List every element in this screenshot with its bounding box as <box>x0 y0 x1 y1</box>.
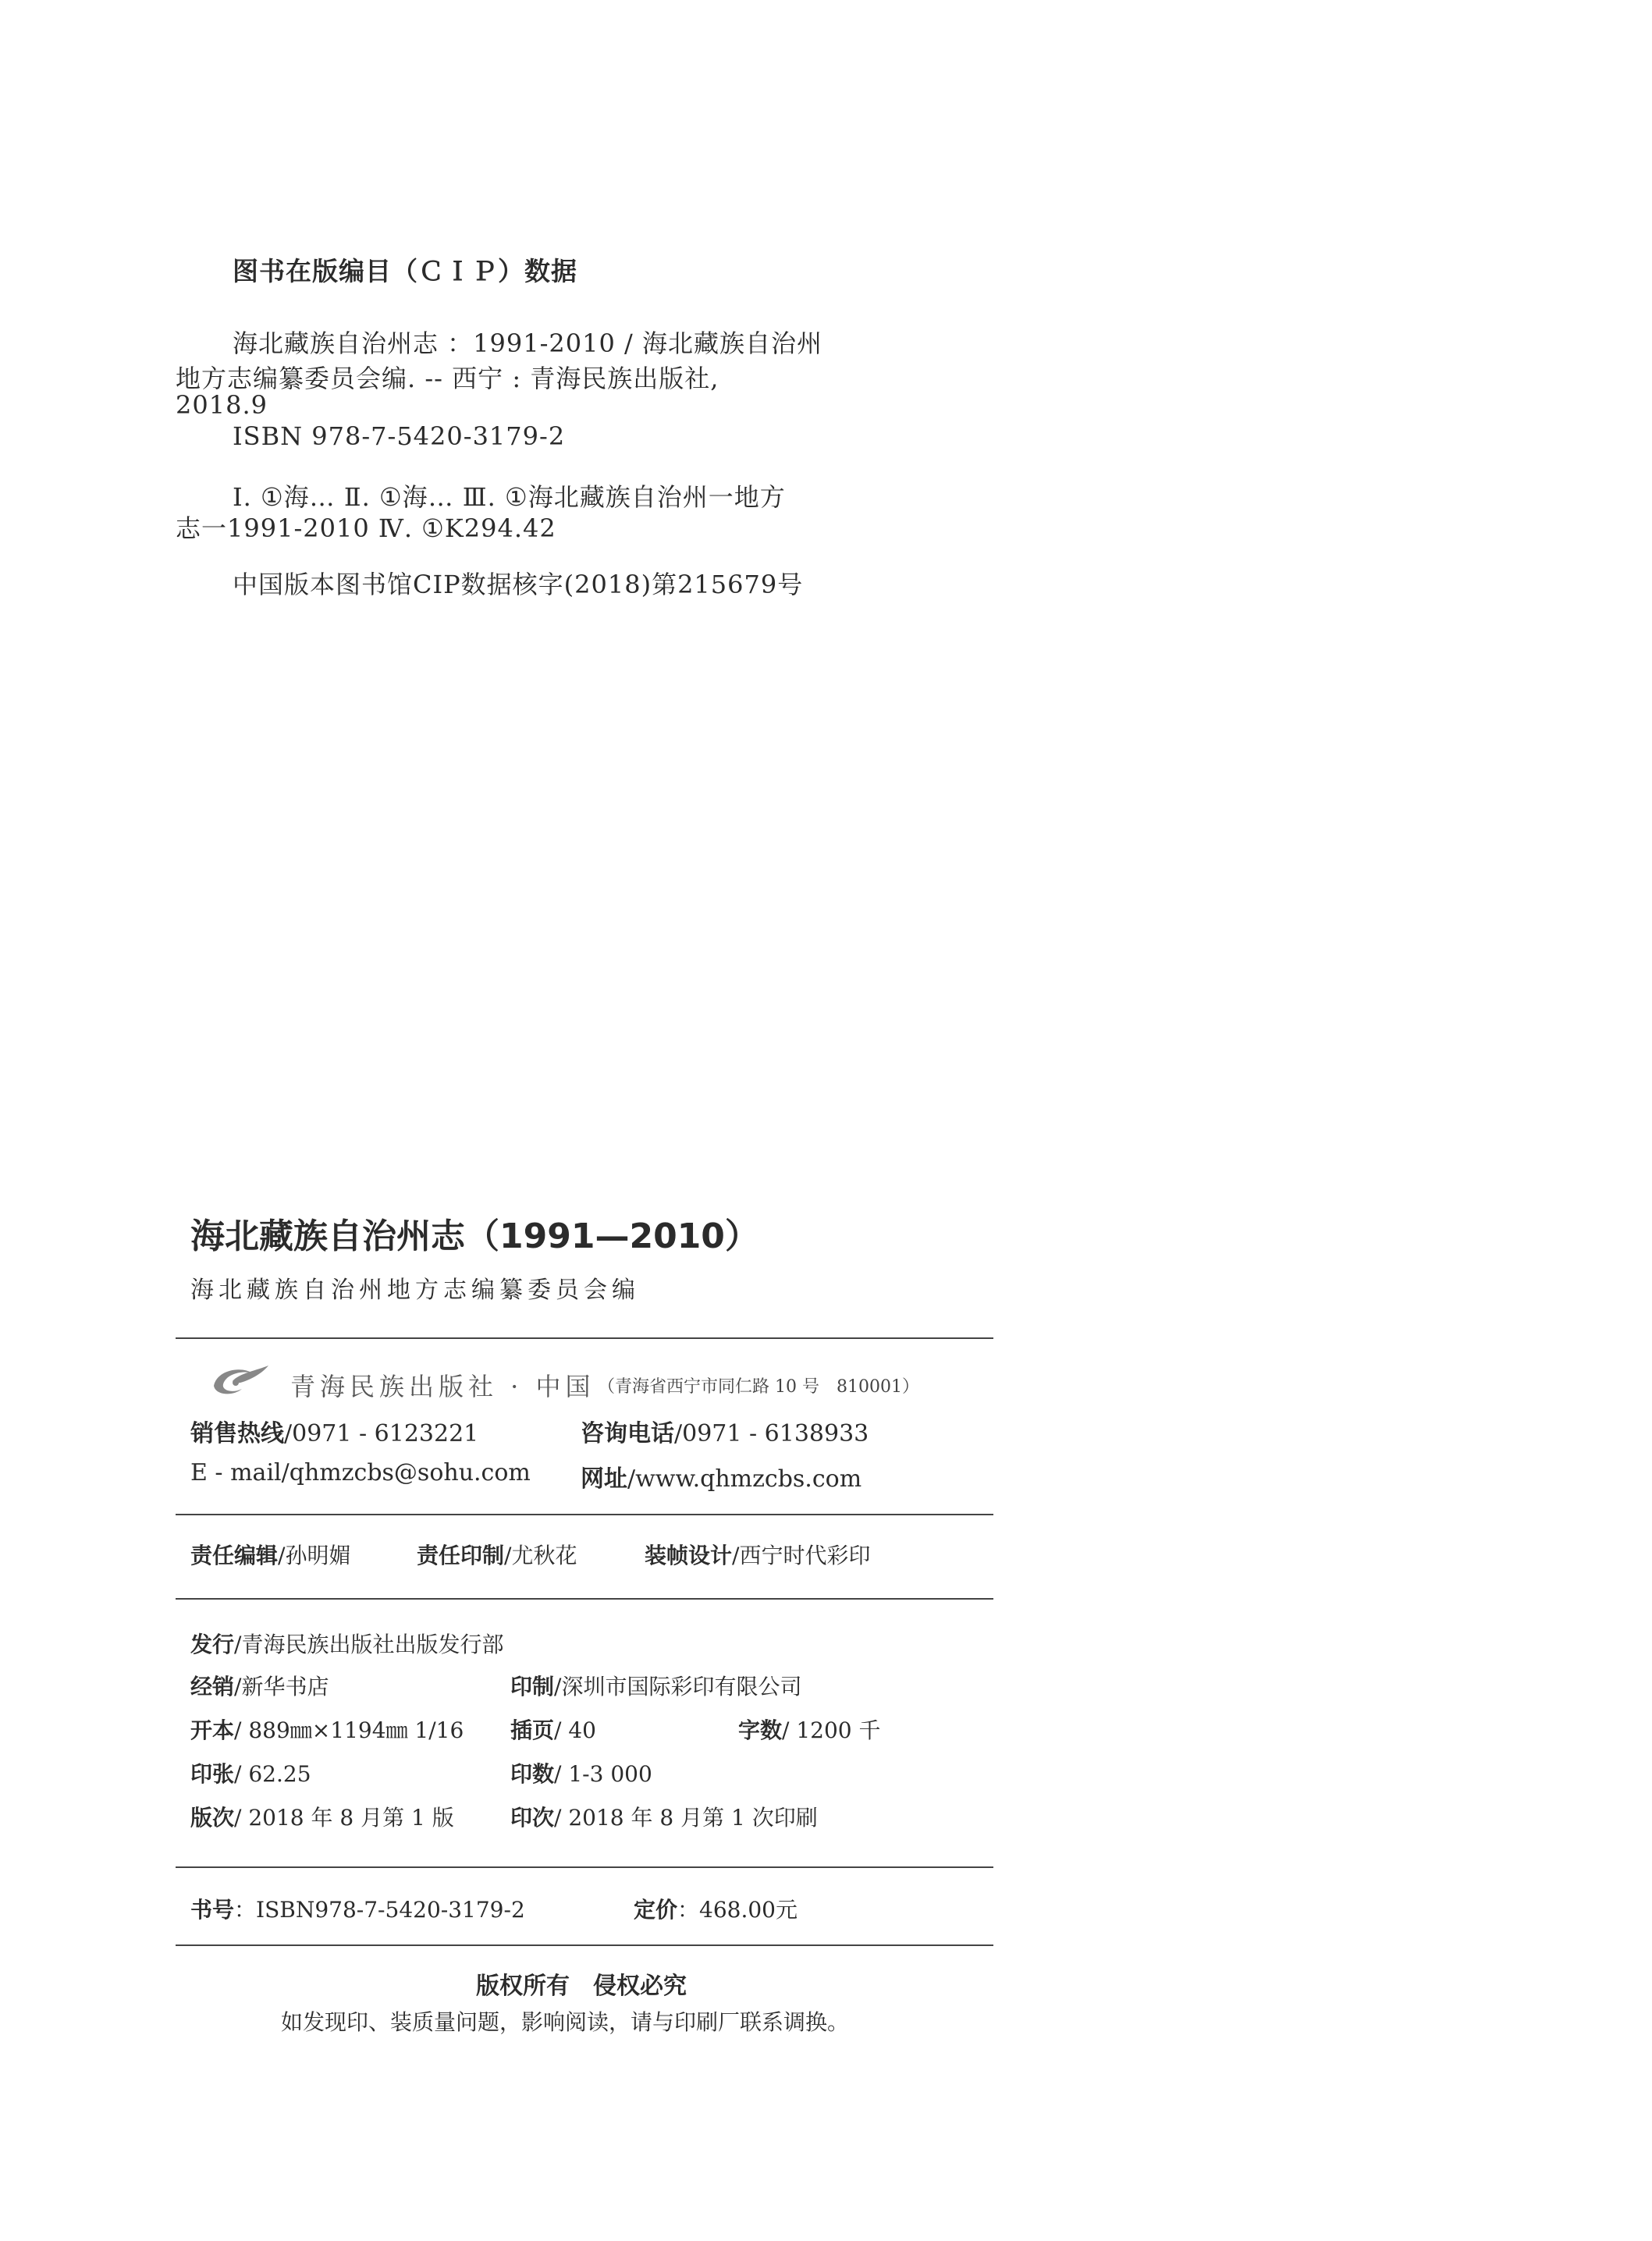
printer-value: /深圳市国际彩印有限公司 <box>554 1674 802 1699</box>
cip-class-1: Ⅰ. ①海… Ⅱ. ①海… Ⅲ. ①海北藏族自治州一地方 <box>233 482 786 512</box>
responsible-printing <box>417 1539 577 1570</box>
dist-value: /新华书店 <box>234 1674 329 1699</box>
design-label: 装帧设计 <box>645 1543 733 1568</box>
format-value: / 889㎜×1194㎜ 1/16 <box>234 1717 464 1743</box>
editor-value: /孙明媚 <box>278 1543 351 1568</box>
divider <box>176 1598 993 1600</box>
edition <box>190 1801 454 1832</box>
book-title: 海北藏族自治州志（1991—2010） <box>190 1216 759 1256</box>
bookno-value: ：ISBN978-7-5420-3179-2 <box>234 1897 525 1923</box>
consult-label: 咨询电话 <box>581 1420 674 1447</box>
plates-value: / 40 <box>554 1717 596 1743</box>
cip-class-2: 志一1991-2010 Ⅳ. ①K294.42 <box>176 513 556 543</box>
price-label: 定价 <box>634 1897 678 1923</box>
web-label: 网址 <box>581 1465 627 1493</box>
publisher-address: （青海省西宁市同仁路 10 号 810001） <box>598 1377 919 1397</box>
divider <box>176 1866 993 1868</box>
plates-label: 插页 <box>510 1717 555 1743</box>
web-value: /www.qhmzcbs.com <box>627 1465 862 1493</box>
printing <box>510 1801 818 1832</box>
cip-line-2: 地方志编纂委员会编. -- 西宁 : 青海民族出版社, <box>176 364 719 393</box>
quality-note: 如发现印、装质量问题，影响阅读，请与印刷厂联系调换。 <box>281 2009 850 2035</box>
divider <box>176 1337 993 1339</box>
edition-label: 版次 <box>190 1805 235 1831</box>
book-number <box>190 1893 525 1924</box>
distributor <box>190 1670 329 1701</box>
design-value: /西宁时代彩印 <box>732 1543 871 1568</box>
format <box>190 1714 464 1745</box>
cip-heading: 图书在版编目（ＣＩＰ）数据 <box>233 256 577 286</box>
edition-value: / 2018 年 8 月第 1 版 <box>234 1805 454 1831</box>
printed-sheets <box>190 1757 311 1788</box>
publisher-website <box>581 1459 862 1493</box>
copies-label: 印数 <box>510 1761 555 1787</box>
cip-isbn: ISBN 978-7-5420-3179-2 <box>233 421 566 451</box>
print-resp-value: /尤秋花 <box>504 1543 577 1568</box>
consult-value: /0971 - 6138933 <box>674 1420 869 1447</box>
issue-value: /青海民族出版社出版发行部 <box>234 1632 504 1657</box>
dist-label: 经销 <box>190 1674 235 1699</box>
rights-notice: 版权所有 侵权必究 <box>476 1973 687 2000</box>
word-count <box>738 1714 881 1745</box>
binding-design <box>645 1539 870 1570</box>
cip-line-1: 海北藏族自治州志 ：1991-2010 / 海北藏族自治州 <box>233 329 822 358</box>
publisher-name: 青海民族出版社 · 中国 <box>290 1372 595 1401</box>
book-author: 海北藏族自治州地方志编纂委员会编 <box>190 1277 640 1304</box>
responsible-editor <box>190 1539 350 1570</box>
divider <box>176 1514 993 1515</box>
bookno-label: 书号 <box>190 1897 235 1923</box>
cip-line-3: 2018.9 <box>176 390 268 420</box>
consult-phone <box>581 1414 869 1448</box>
editor-label: 责任编辑 <box>190 1543 279 1568</box>
sheets-value: / 62.25 <box>234 1761 311 1787</box>
sheets-label: 印张 <box>190 1761 235 1787</box>
sales-value: /0971 - 6123221 <box>284 1420 479 1447</box>
divider <box>176 1944 993 1946</box>
copies-value: / 1-3 000 <box>554 1761 652 1787</box>
publisher-email: E - mail/qhmzcbs@sohu.com <box>190 1459 531 1486</box>
printer-label: 印制 <box>510 1674 555 1699</box>
print-resp-label: 责任印制 <box>417 1543 505 1568</box>
printer <box>510 1670 801 1701</box>
sales-hotline <box>190 1414 478 1448</box>
sales-label: 销售热线 <box>190 1420 284 1447</box>
cip-number: 中国版本图书馆CIP数据核字(2018)第215679号 <box>233 570 804 599</box>
printing-label: 印次 <box>510 1805 555 1831</box>
words-value: / 1200 千 <box>782 1717 881 1743</box>
price-value: ：468.00元 <box>677 1897 798 1923</box>
publisher-logo-icon <box>209 1362 272 1398</box>
format-label: 开本 <box>190 1717 235 1743</box>
issue-label: 发行 <box>190 1632 235 1657</box>
plates <box>510 1714 596 1745</box>
issuer <box>190 1628 503 1659</box>
printing-value: / 2018 年 8 月第 1 次印刷 <box>554 1805 818 1831</box>
print-copies <box>510 1757 652 1788</box>
book-price <box>634 1893 798 1924</box>
words-label: 字数 <box>738 1717 783 1743</box>
